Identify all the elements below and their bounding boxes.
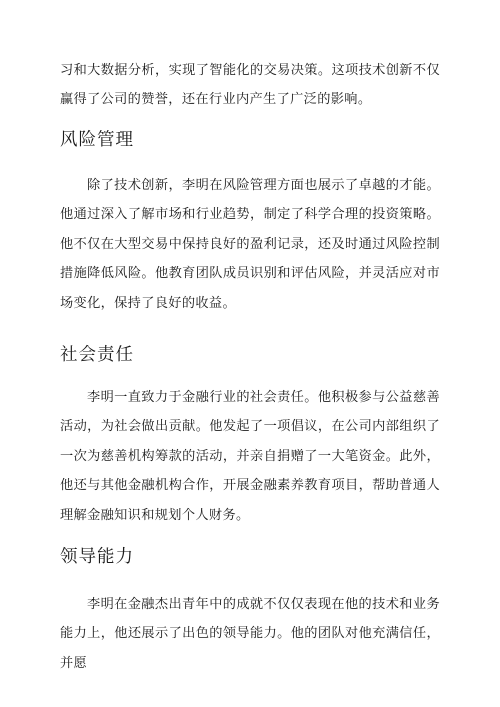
intro-paragraph: 习和大数据分析，实现了智能化的交易决策。这项技术创新不仅赢得了公司的赞誉，还在行业内产生了广泛的影响。 bbox=[60, 63, 440, 108]
section-heading-social-responsibility: 社会责任 bbox=[60, 345, 134, 365]
section-heading-risk-management: 风险管理 bbox=[60, 130, 134, 150]
risk-management-paragraph: 除了技术创新，李明在风险管理方面也展示了卓越的才能。他通过深入了解市场和行业趋势，制定了科学合理的投资策略。他不仅在大型交易中保持良好的盈利记录，还及时通过风险控制措施降低风险。他教育团队成员识别和评估风险，并灵活应对市场变化，保持了良好的收益。 bbox=[60, 178, 440, 311]
leadership-paragraph: 李明在金融杰出青年中的成就不仅仅表现在他的技术和业务能力上，他还展示了出色的领导能力。他的团队对他充满信任，并愿 bbox=[60, 597, 440, 671]
social-responsibility-paragraph: 李明一直致力于金融行业的社会责任。他积极参与公益慈善活动，为社会做出贡献。他发起了一项倡议，在公司内部组织了一次为慈善机构筹款的活动，并亲自捐赠了一大笔资金。此外，他还与其他金融机构合作，开展金融素养教育项目，帮助普通人理解金融知识和规划个人财务。 bbox=[60, 390, 440, 523]
section-heading-leadership: 领导能力 bbox=[60, 547, 134, 567]
